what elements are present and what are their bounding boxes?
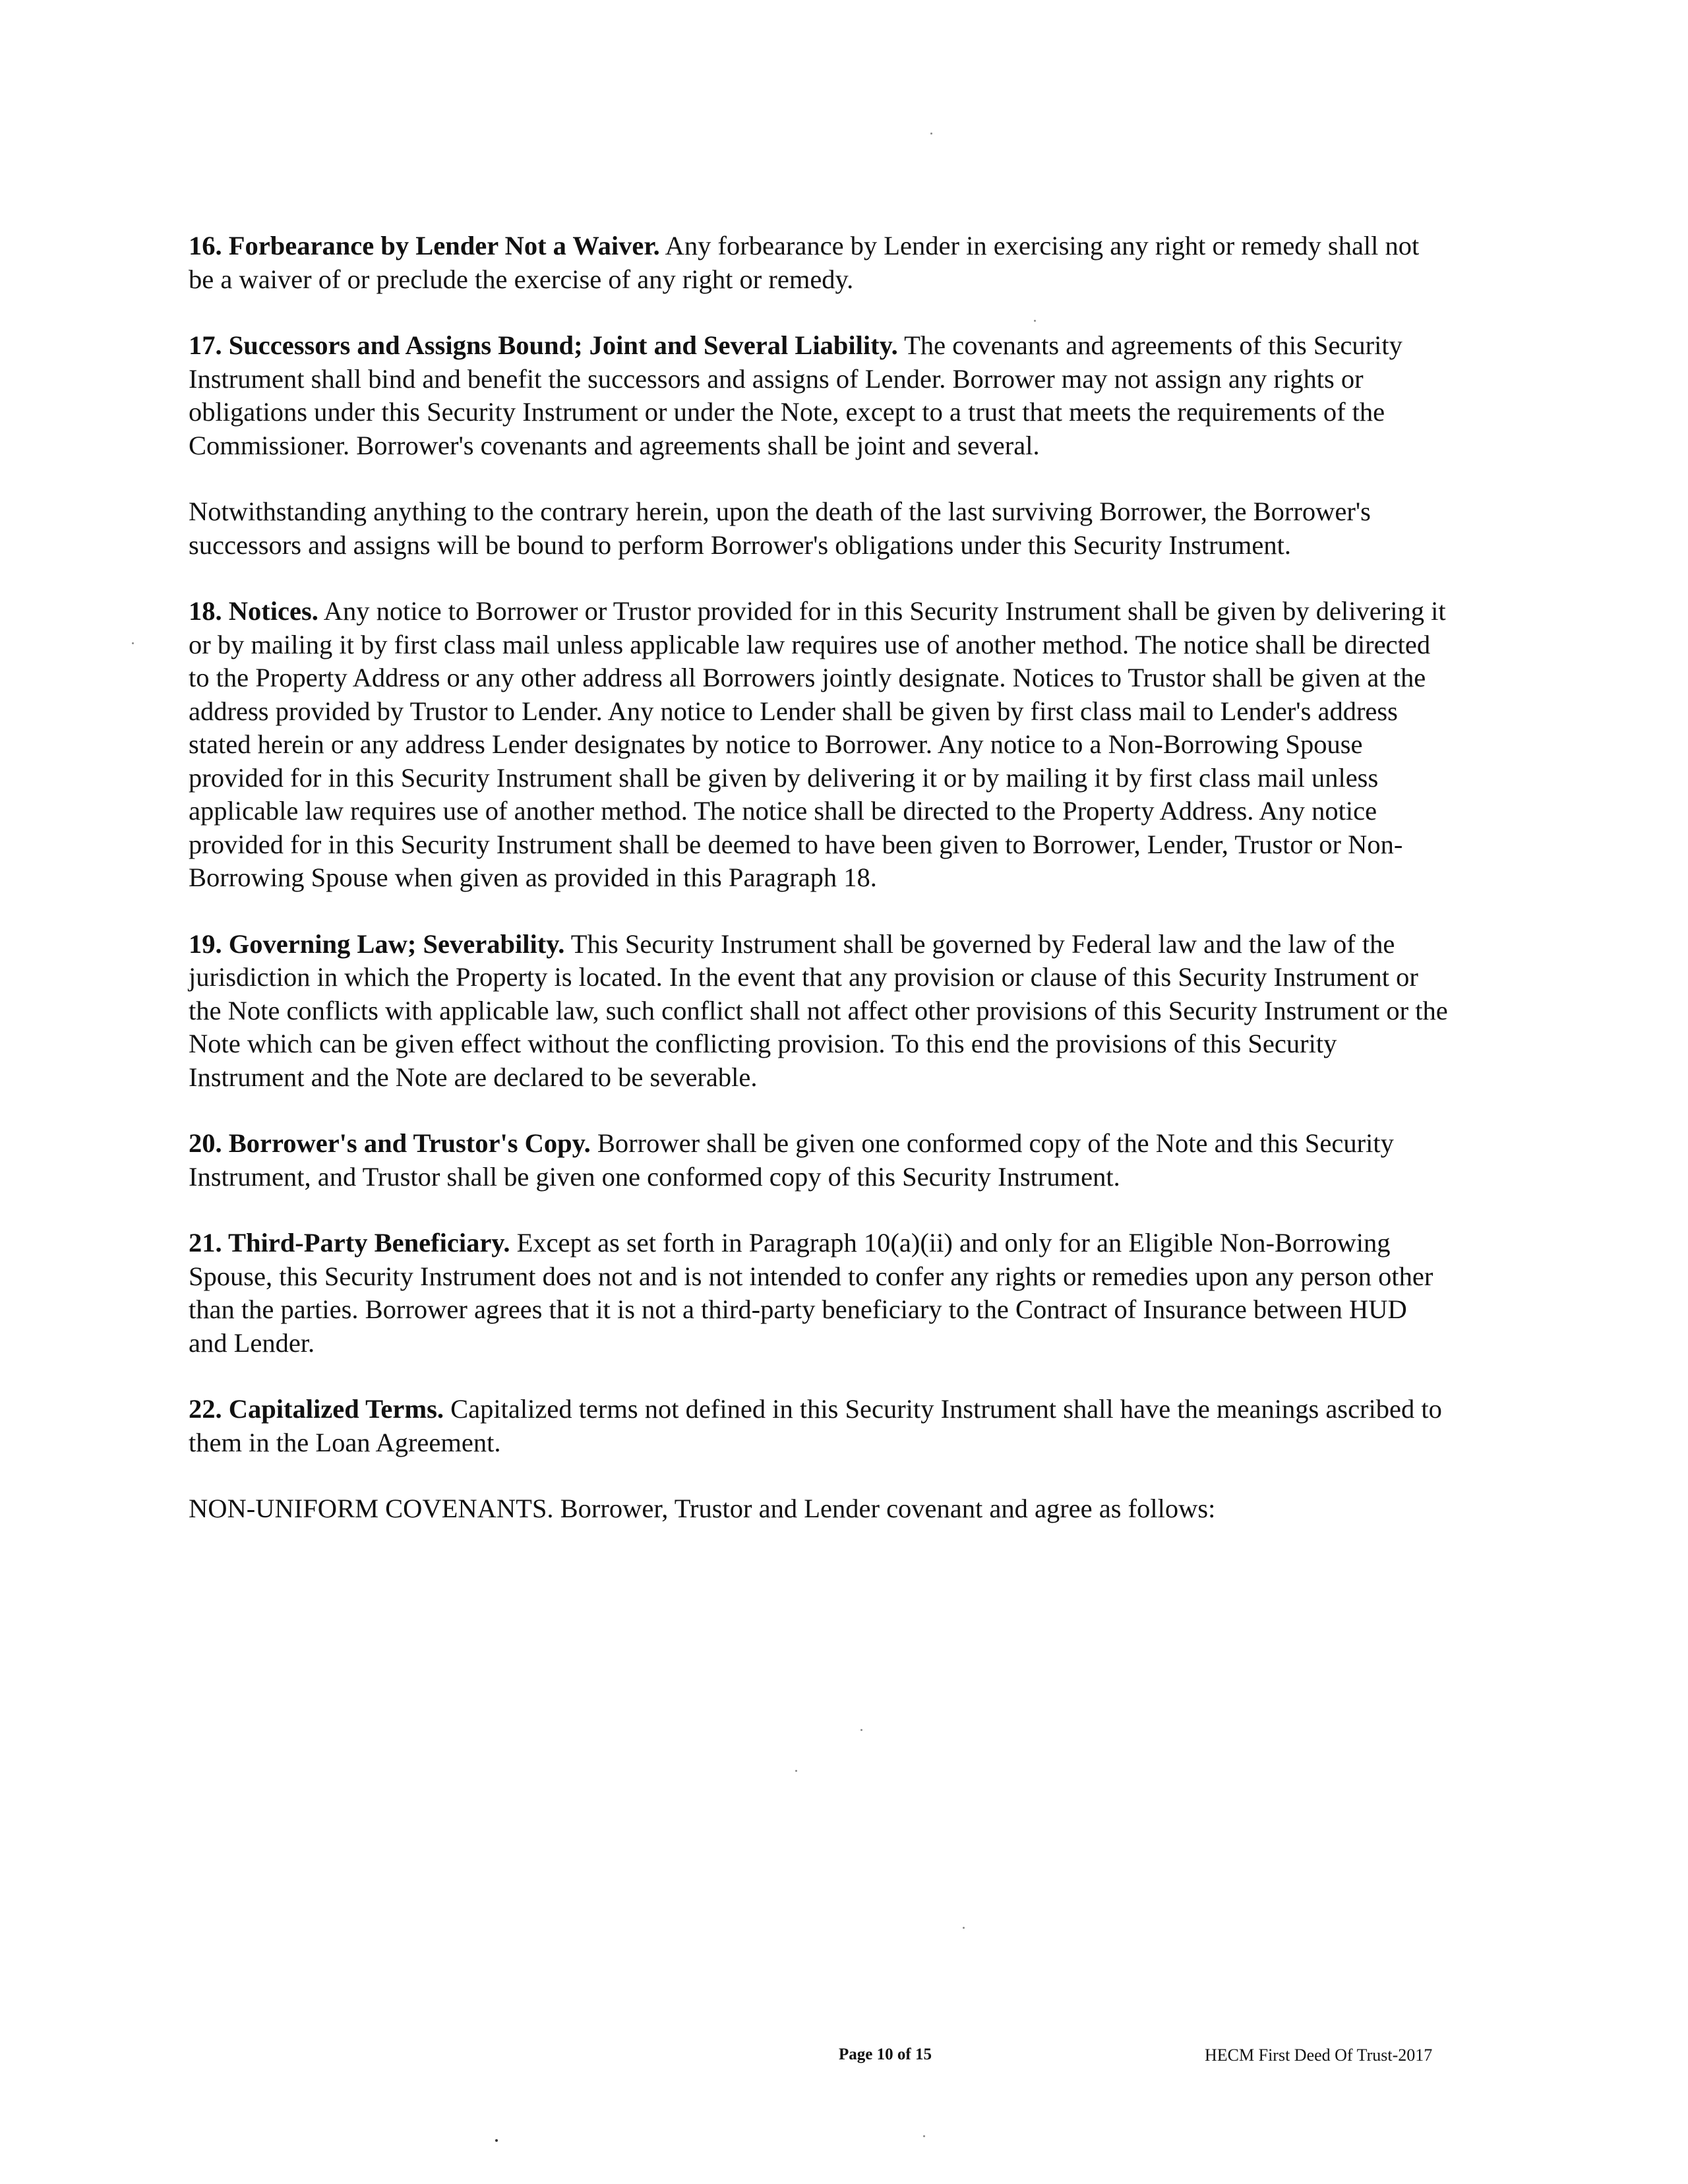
paragraph-text: Any notice to Borrower or Trustor provided for in this Security Instrument shall be given by delivering it or by mailing it by first class mail unless applicable law requires use of another method. The notice shall be directed to the Property Address or any other address all Borrowers jointly designate. Notices to Trustor shall be given at the address provided by Trustor to Lender. Any notice to Lender shall be given by first class mail to Lender's address stated herein or any address Lender designates by notice to Borrower. Any notice to a Non-Borrowing Spouse provided for in this Security Instrument shall be given by delivering it or by mailing it by first class mail unless applicable law requires use of another method. The notice shall be directed to the Property Address. Any notice provided for in this Security Instrument shall be deemed to have been given to Borrower, Lender, Trustor or Non-Borrowing Spouse when given as provided in this Paragraph 18. [189,596,1446,892]
scan-speck [1034,320,1036,322]
paragraph-17 [189,329,1449,462]
paragraph-18 [189,595,1449,895]
scan-speck [795,1770,797,1772]
page-number: Page 10 of 15 [839,2046,932,2063]
paragraph-20 [189,1127,1449,1194]
paragraph-heading: 18. Notices. [189,596,318,626]
paragraph-16 [189,229,1449,296]
paragraph-text: Any forbearance by Lender in exercising any right or remedy shall not be a waiver of or preclude the exercise of any right or remedy. [189,231,1420,294]
paragraph-heading: 22. Capitalized Terms. [189,1394,444,1424]
paragraph-text: NON-UNIFORM COVENANTS. Borrower, Trustor and Lender covenant and agree as follows: [189,1494,1216,1523]
scan-speck [495,2139,498,2142]
scan-speck [923,2135,925,2137]
paragraph-text: This Security Instrument shall be governed by Federal law and the law of the jurisdiction in which the Property is located. In the event that any provision or clause of this Security Instrument or the Note conflicts with applicable law, such conflict shall not affect other provisions of this Security Instrument or the Note which can be given effect without the conflicting provision. To this end the provisions of this Security Instrument and the Note are declared to be severable. [189,928,1448,1092]
paragraph-heading: 19. Governing Law; Severability. [189,928,565,959]
paragraph-text: Notwithstanding anything to the contrary herein, upon the death of the last surviving Borrower, the Borrower's successors and assigns will be bound to perform Borrower's obligations under this Security Instrument. [189,497,1371,560]
paragraph-22 [189,1393,1449,1459]
paragraph-text: Capitalized terms not defined in this Security Instrument shall have the meanings ascribed to them in the Loan Agreement. [189,1394,1442,1457]
paragraph-text: Except as set forth in Paragraph 10(a)(ii) and only for an Eligible Non-Borrowing Spouse, this Security Instrument does not and is not intended to confer any rights or remedies upon any person other than the parties. Borrower agrees that it is not a third-party beneficiary to the Contract of Insurance between HUD and Lender. [189,1228,1433,1358]
paragraph-19 [189,928,1449,1095]
paragraph-text: The covenants and agreements of this Security Instrument shall bind and benefit the successors and assigns of Lender. Borrower may not assign any rights or obligations under this Security Instrument or under the Note, except to a trust that meets the requirements of the Commissioner. Borrower's covenants and agreements shall be joint and several. [189,330,1402,460]
paragraph-heading: 21. Third-Party Beneficiary. [189,1228,510,1258]
scan-speck [930,133,932,135]
paragraph-21 [189,1227,1449,1360]
paragraph-17-continued [189,495,1449,562]
scan-speck [963,1927,965,1929]
non-uniform-covenants [189,1492,1449,1526]
paragraph-heading: 20. Borrower's and Trustor's Copy. [189,1128,591,1158]
document-body [189,229,1449,1559]
paragraph-text: Borrower shall be given one conformed copy of the Note and this Security Instrument, and Trustor shall be given one conformed copy of this Security Instrument. [189,1128,1394,1192]
scan-speck [860,1729,862,1731]
paragraph-heading: 17. Successors and Assigns Bound; Joint and Several Liability. [189,330,898,360]
scan-speck [132,642,134,644]
form-identifier: HECM First Deed Of Trust-2017 [1205,2046,1433,2065]
paragraph-heading: 16. Forbearance by Lender Not a Waiver. [189,231,660,260]
